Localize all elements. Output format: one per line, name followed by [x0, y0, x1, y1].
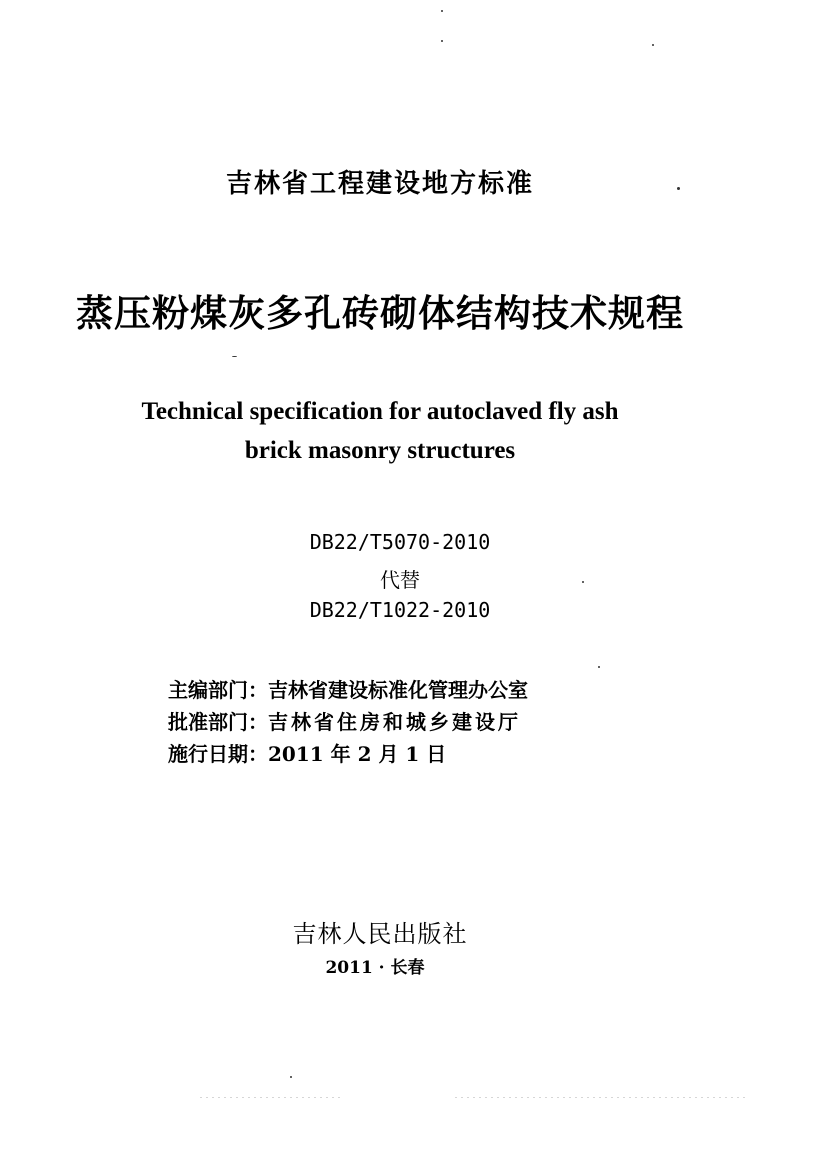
effective-label: 施行日期：: [168, 742, 268, 766]
editor-department: [168, 674, 528, 703]
editor-value: 吉林省建设标准化管理办公室: [268, 678, 528, 702]
approver-department: [168, 706, 521, 735]
scan-speck: [598, 666, 600, 668]
effective-value: 2011 年 2 月 1 日: [268, 742, 447, 766]
title-english-line-1: Technical specification for autoclaved fly ash: [141, 398, 619, 425]
publication-year-place: 2011 · 长春: [325, 958, 425, 978]
effective-date: [168, 738, 446, 767]
editor-label: 主编部门：: [168, 678, 268, 702]
replaces-label: 代替: [380, 568, 420, 592]
scan-speck: [441, 10, 443, 12]
title-chinese: 蒸压粉煤灰多孔砖砌体结构技术规程: [76, 292, 684, 335]
scan-speck: [290, 1076, 292, 1078]
standard-series: 吉林省工程建设地方标准: [225, 169, 534, 199]
scan-speck: [652, 44, 654, 46]
approver-label: 批准部门：: [168, 710, 268, 734]
replaced-code: DB22/T1022-2010: [309, 598, 491, 622]
scan-speck: [582, 581, 584, 583]
scan-noise-line: [455, 1097, 745, 1098]
publisher: 吉林人民出版社: [292, 920, 468, 948]
scan-speck: [441, 40, 443, 42]
scan-speck: [232, 356, 237, 357]
scan-noise-line: [200, 1097, 340, 1098]
scan-speck: [677, 187, 680, 190]
approver-value: 吉林省住房和城乡建设厅: [268, 710, 521, 734]
title-english-line-2: brick masonry structures: [244, 437, 516, 464]
standard-code: DB22/T5070-2010: [309, 530, 491, 554]
